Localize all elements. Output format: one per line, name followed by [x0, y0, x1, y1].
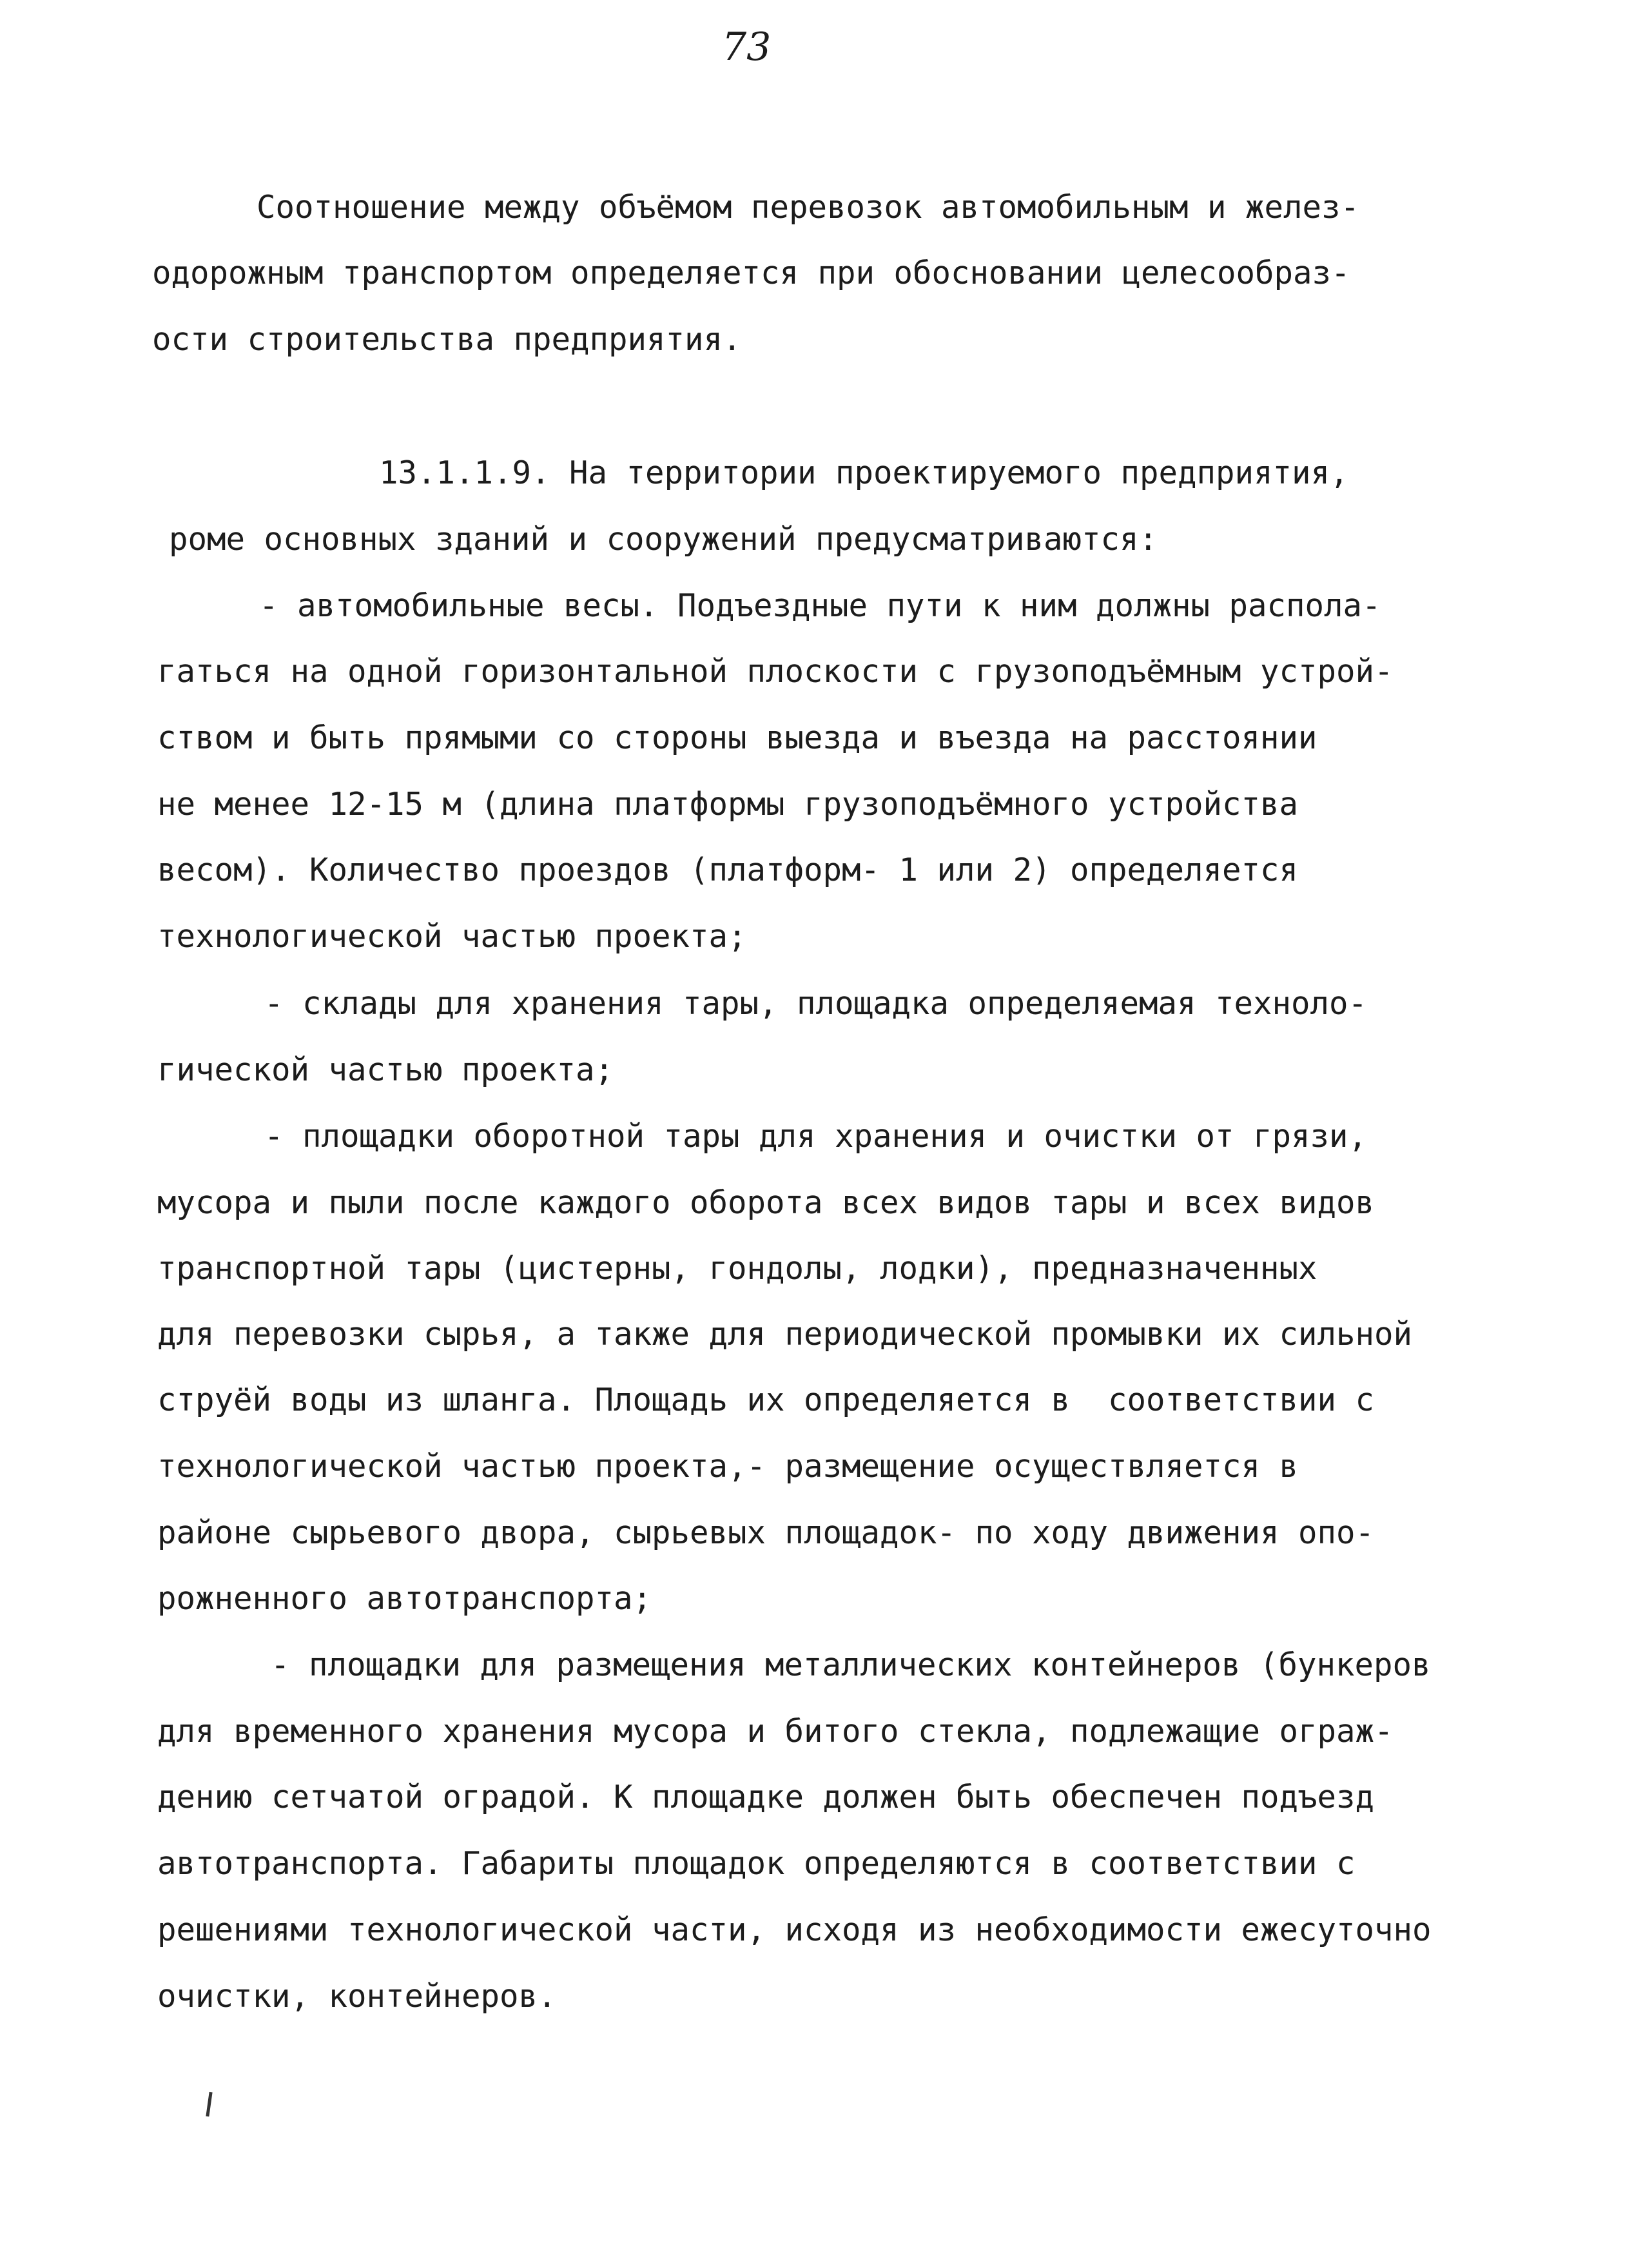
text-line: для временного хранения мусора и битого стекла, подлежащие ограж-: [157, 1713, 1394, 1750]
text-line: Соотношение между объёмом перевозок автомобильным и желез-: [257, 189, 1360, 226]
text-line: одорожным транспортом определяется при обосновании целесообраз-: [152, 255, 1350, 291]
text-line: - площадки для размещения металлических контейнеров (бункеров: [271, 1647, 1431, 1683]
text-line: районе сырьевого двора, сырьевых площадок- по ходу движения опо-: [157, 1514, 1375, 1551]
text-line: роме основных зданий и сооружений предусматриваются:: [169, 521, 1158, 558]
text-line: дению сетчатой оградой. К площадке должен быть обеспечен подъезд: [157, 1779, 1375, 1815]
text-line: ством и быть прямыми со стороны выезда и въезда на расстоянии: [157, 719, 1317, 756]
text-line: мусора и пыли после каждого оборота всех видов тары и всех видов: [157, 1184, 1375, 1221]
text-line: ости строительства предприятия.: [152, 321, 742, 358]
page-number: 73: [722, 24, 772, 70]
text-line: весом). Количество проездов (платформ- 1 или 2) определяется: [157, 852, 1299, 888]
text-line: автотранспорта. Габариты площадок определяются в соответствии с: [157, 1845, 1356, 1882]
text-line: рожненного автотранспорта;: [157, 1580, 652, 1617]
text-line: - склады для хранения тары, площадка определяемая техноло-: [264, 985, 1368, 1022]
text-line: транспортной тары (цистерны, гондолы, лодки), предназначенных: [157, 1250, 1317, 1287]
text-line: 13.1.1.9. На территории проектируемого предприятия,: [379, 455, 1349, 491]
text-line: для перевозки сырья, а также для периодической промывки их сильной: [157, 1316, 1413, 1353]
text-line: решениями технологической части, исходя из необходимости ежесуточно: [157, 1911, 1432, 1948]
text-line: - автомобильные весы. Подъездные пути к ним должны распола-: [259, 587, 1381, 624]
text-line: технологической частью проекта;: [157, 918, 747, 955]
text-line: - площадки оборотной тары для хранения и очистки от грязи,: [264, 1118, 1368, 1155]
text-line: гаться на одной горизонтальной плоскости с грузоподъёмным устрой-: [157, 653, 1394, 690]
text-line: очистки, контейнеров.: [157, 1978, 557, 2015]
text-line: струёй воды из шланга. Площадь их определяется в соответствии с: [157, 1382, 1375, 1418]
pen-mark: [206, 2092, 212, 2116]
text-line: гической частью проекта;: [157, 1051, 614, 1088]
text-line: технологической частью проекта,- размещение осуществляется в: [157, 1448, 1299, 1485]
text-line: не менее 12-15 м (длина платформы грузоподъёмного устройства: [157, 786, 1299, 823]
